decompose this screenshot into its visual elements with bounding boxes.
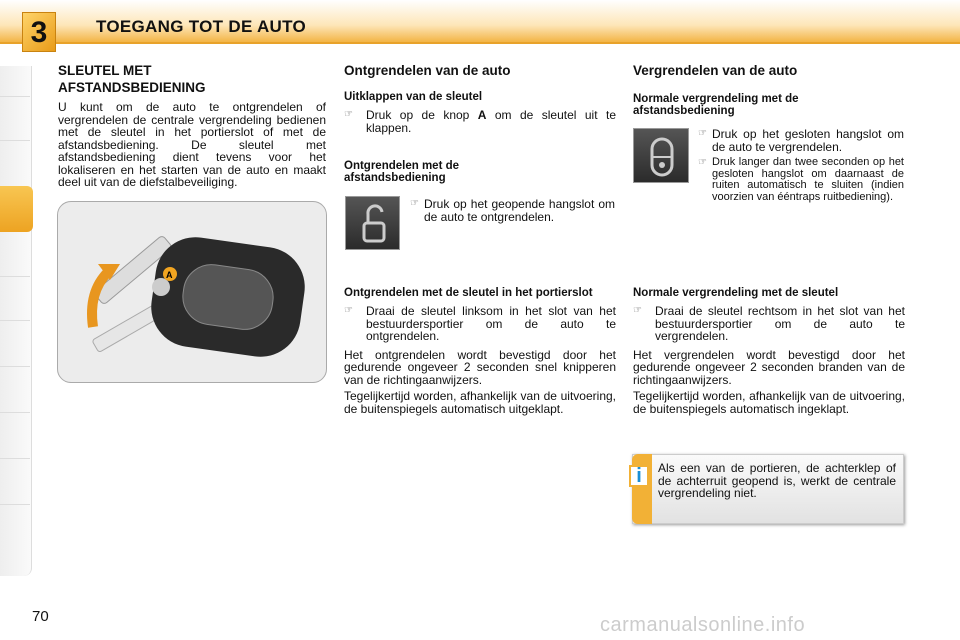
tab-divider [0,458,30,459]
open-padlock-icon [346,197,401,251]
pointing-hand-icon: ☞ [698,157,707,168]
subheading: Uitklappen van de sleutel [344,91,483,103]
pointing-hand-icon: ☞ [633,305,642,316]
info-icon: i [629,465,649,487]
bullet-item: ☞ Draai de sleutel rechtsom in het slot van het bestuurdersportier om de auto te vergrendelen. [633,304,905,343]
key-illustration [57,201,327,383]
tab-divider [0,96,30,97]
closed-padlock-icon [634,129,690,184]
tab-divider [0,140,30,141]
section-heading: SLEUTEL MET [58,63,152,78]
tab-divider [0,366,30,367]
chapter-tab-active[interactable] [0,186,33,232]
info-text: Als een van de portieren, de achterklep of de achterruit geopend is, werkt de centrale vergrendeling niet. [658,461,896,500]
lock-button-image [633,128,689,183]
lock-section [633,62,905,117]
pointing-hand-icon: ☞ [344,109,353,120]
body-text: Tegelijkertijd worden, afhankelijk van de uitvoering, de buitenspiegels automatisch ingeklapt. [633,389,905,416]
lock-key-section [633,287,905,415]
tab-divider [0,504,30,505]
unlock-section [344,62,616,184]
subheading: Normale vergrendeling met de afstandsbediening [633,93,799,117]
section-heading: AFSTANDSBEDIENING [58,80,206,95]
tab-divider [0,320,30,321]
bullet-item: ☞ Draai de sleutel linksom in het slot van het bestuurdersportier om de auto te ontgrendelen. [344,304,616,343]
unlock-button-image [345,196,400,250]
chapter-tabs [0,66,32,576]
bullet-item: ☞ Druk op het geopende hangslot om de auto te ontgrendelen. [410,197,615,224]
subheading: Ontgrendelen met de sleutel in het portierslot [344,287,593,299]
body-text: Tegelijkertijd worden, afhankelijk van de uitvoering, de buitenspiegels automatisch uitgeklapt. [344,389,616,416]
page-title: TOEGANG TOT DE AUTO [96,17,307,36]
bullet-item: ☞ Druk op de knop A om de sleutel uit te klappen. [344,108,616,135]
bullet-item: ☞ Druk op het gesloten hangslot om de auto te vergrendelen. [698,127,904,154]
pointing-hand-icon: ☞ [698,128,707,139]
subheading: Normale vergrendeling met de sleutel [633,287,839,299]
page-number: 70 [32,608,49,625]
key-fob-icon [58,202,328,384]
subheading: Ontgrendelen met de afstandsbediening [344,160,460,184]
body-text: Het vergrendelen wordt bevestigd door het gedurende ongeveer 2 seconden branden van de richtingaanwijzers. [633,347,905,387]
tab-divider [0,412,30,413]
body-text: Het ontgrendelen wordt bevestigd door het gedurende ongeveer 2 seconden snel knipperen van de richtingaanwijzers. [344,347,616,387]
pointing-hand-icon: ☞ [410,198,419,209]
key-label-a: A [166,270,173,280]
chapter-number: 3 [22,12,56,52]
bullet-item: ☞ Druk langer dan twee seconden op het gesloten hangslot om daarnaast de ruiten automatisch te sluiten (indien voorzien van ééntraps ruitbediening). [698,156,904,203]
lock-bullets [698,128,904,203]
unlock-key-section [344,287,616,415]
section-heading: Vergrendelen van de auto [633,63,798,78]
tab-divider [0,276,30,277]
pointing-hand-icon: ☞ [344,305,353,316]
watermark: carmanualsonline.info [600,614,806,636]
section-heading: Ontgrendelen van de auto [344,63,511,78]
intro-section [58,62,326,189]
intro-text: U kunt om de auto te ontgrendelen of vergrendelen de centrale vergrendeling bedienen met de sleutel in het portierslot of met de afstandsbediening. De sleutel met afstandsbediening dient tevens voor het lokaliseren en het starten van de auto en maakt deel uit van de diefstalbeveiliging. [58,100,326,189]
